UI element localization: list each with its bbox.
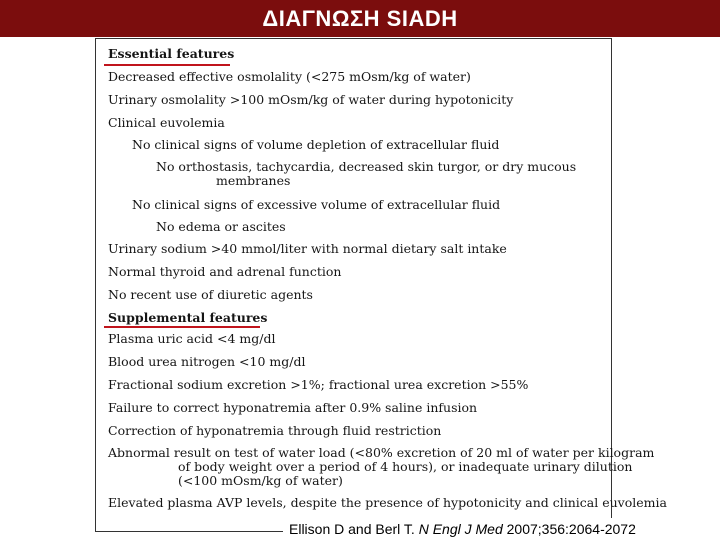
list-item: Correction of hyponatremia through fluid restriction (108, 423, 442, 438)
list-item: Fractional sodium excretion >1%; fractional urea excretion >55% (108, 377, 529, 392)
list-item: Urinary sodium >40 mmol/liter with normal dietary salt intake (108, 241, 507, 256)
citation (283, 518, 719, 540)
list-item: Elevated plasma AVP levels, despite the presence of hypotonicity and clinical euvolemia (108, 495, 667, 510)
slide-title: ΔΙΑΓΝΩΣΗ SIADH (262, 5, 458, 31)
list-item: Failure to correct hyponatremia after 0.9% saline infusion (108, 400, 478, 415)
list-item: No clinical signs of volume depletion of extracellular fluid (132, 137, 500, 152)
list-item: Abnormal result on test of water load (<80% excretion of 20 ml of water per kilogram of body weight over a period of 4 hours), or inadequate urinary dilution (<100 mOsm/kg of water) (108, 445, 655, 488)
criteria-table (95, 38, 667, 532)
list-item: Clinical euvolemia (108, 115, 225, 130)
list-item: Urinary osmolality >100 mOsm/kg of water during hypotonicity (108, 92, 514, 107)
list-item: Decreased effective osmolality (<275 mOsm/kg of water) (108, 69, 471, 84)
citation-journal: N Engl J Med (418, 521, 503, 537)
essential-heading: Essential features (108, 46, 235, 61)
list-item: Normal thyroid and adrenal function (108, 264, 342, 279)
citation-ref: 2007;356:2064-2072 (502, 521, 636, 537)
essential-underline (104, 64, 230, 66)
supplemental-heading: Supplemental features (108, 310, 268, 325)
supplemental-underline (104, 326, 260, 328)
list-item: Plasma uric acid <4 mg/dl (108, 331, 276, 346)
list-item: No clinical signs of excessive volume of extracellular fluid (132, 197, 501, 212)
citation-authors: Ellison D and Berl T. (289, 521, 419, 537)
list-item: Blood urea nitrogen <10 mg/dl (108, 354, 306, 369)
list-item: No orthostasis, tachycardia, decreased skin turgor, or dry mucous membranes (156, 159, 577, 188)
title-bar (0, 0, 720, 37)
list-item: No recent use of diuretic agents (108, 287, 313, 302)
list-item: No edema or ascites (156, 219, 286, 234)
